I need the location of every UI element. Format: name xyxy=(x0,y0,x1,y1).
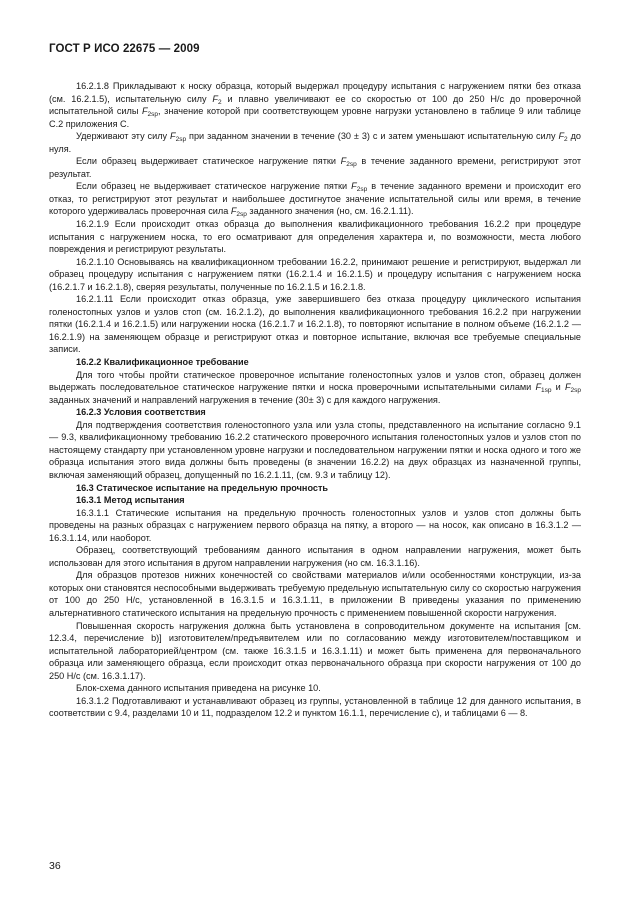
paragraph: 16.2.1.11 Если происходит отказ образца, уже завершившего без отказа процедуру циклического испытания голеностопных узлов и узлов стоп (см. 16.2.1.2), до выполнения квалификационного требования 16.2.2 при нагружении пятки (16.2.1.4 и 16.2.1.5) или нагружении носка (16.2.1.7 и 16.2.1.8), то повторяют испытание в полном объеме (16.2.1.2 — 16.2.1.9) на заменяющем образце и регистрируют отказ и повторное испытание, включая все требуемые специальные записи. xyxy=(49,294,581,355)
document-body xyxy=(49,80,581,720)
paragraph: 16.3.1.1 Статические испытания на предельную прочность голеностопных узлов и узлов стоп должны быть проведены на разных образцах с нагружением первого образца на пятку, а второго — на носок, как описано в 16.3.1.2 — 16.3.1.14, или наоборот. xyxy=(49,507,581,543)
paragraph: Если образец выдерживает статическое нагружение пятки $F_{2sp}$ в течение заданного времени, регистрируют этот результат. xyxy=(49,156,581,179)
paragraph: Если образец не выдерживает статическое нагружение пятки $F_{2sp}$ в течение заданного времени и происходит его отказ, то регистрируют этот результат и наибольшее достигнутое значение испытательной силы или время, в течение которого удерживалась проверочная сила $F_{2sp}$ заданного значения (но, см. 16.2.1.11). xyxy=(49,181,581,219)
paragraph: Для подтверждения соответствия голеностопного узла или узла стопы, представленного на испытание согласно 9.1 — 9.3, квалификационному требованию 16.2.2 статического проверочного испытания голеностопных узлов и узлов стоп по настоящему стандарту при установленном уровне нагрузки и последовательном нагружении пятки и носка одного и того же образца испытания этого вида должны быть проведены (в значении 16.2.2) на двух образцах из назначенной группы, включая заменяющий образец, допущенный по 16.2.1.11, (см. 9.3 и таблицу 12). xyxy=(49,419,581,480)
paragraph: 16.2.1.8 Прикладывают к носку образца, который выдержал процедуру испытания с нагружением пятки без отказа (см. 16.2.1.5), испытательную силу $F_2$ и плавно увеличивают ее со скоростью от 100 до 250 Н/с до проверочной испытательной силы $F_{2sp}$, значение которой при соответствующем уровне нагрузки установлено в таблице 9 или таблице С.2 приложения С. xyxy=(49,81,581,129)
paragraph: Блок-схема данного испытания приведена на рисунке 10. xyxy=(76,683,321,694)
section-heading: 16.2.2 Квалификационное требование xyxy=(76,357,249,368)
section-heading: 16.3 Статическое испытание на предельную прочность xyxy=(76,482,329,493)
section-heading: 16.2.3 Условия соответствия xyxy=(76,407,206,418)
paragraph: Для образцов протезов нижних конечностей со свойствами материалов и/или особенностями конструкции, из-за которых они становятся неспособными выдерживать требуемую предельную испытательную силу со скоростью нагружения от 100 до 250 Н/с, установленной в 16.3.1.5 и 16.3.1.11, в приложении В приведены указания по применению альтернативного статического испытания на предельную прочность с применением повышенной скорости нагружения. xyxy=(49,570,581,618)
page-number: 36 xyxy=(49,860,61,872)
paragraph: Образец, соответствующий требованиям данного испытания в одном направлении нагружения, может быть использован для этого испытания в другом направлении нагружения (но см. 16.3.1.16). xyxy=(49,545,581,568)
paragraph: Повышенная скорость нагружения должна быть установлена в сопроводительном документе на испытания [см. 12.3.4, перечисление b)] изготовителем/предъявителем или по согласованию между изготовителем/поставщиком и испытательной лабораторией/центром (см. также 16.3.1.5 и 16.3.1.11) и может быть применена для первоначального образца или заменяющего образца, если происходит отказ первоначального образца при скорости нагружения от 100 до 250 Н/с (см. 16.3.1.17). xyxy=(49,620,581,681)
document-header: ГОСТ Р ИСО 22675 — 2009 xyxy=(49,43,200,55)
paragraph: Для того чтобы пройти статическое проверочное испытание голеностопных узлов и узлов стоп, образец должен выдержать последовательное статическое нагружение пятки и носка проверочными испытательными силами $F_{1sp}$ и $F_{2sp}$ заданных значений и направлений нагружения в течение (30± 3) с для каждого нагружения. xyxy=(49,369,581,405)
paragraph: 16.3.1.2 Подготавливают и устанавливают образец из группы, установленной в таблице 12 для данного испытания, в соответствии с 9.4, разделами 10 и 11, подразделом 12.2 и пунктом 16.1.1, перечисление с), и таблицами 6 — 8. xyxy=(49,695,581,719)
paragraph: Удерживают эту силу $F_{2sp}$ при заданном значении в течение (30 ± 3) с и затем уменьшают испытательную силу $F_2$ до нуля. xyxy=(49,131,581,154)
section-heading: 16.3.1 Метод испытания xyxy=(76,495,185,506)
paragraph: 16.2.1.9 Если происходит отказ образца до выполнения квалификационного требования 16.2.2 при процедуре испытания с нагружением носка, то его осматривают для определения характера и, по возможности, места любого повреждения и регистрируют результаты. xyxy=(49,219,581,255)
paragraph: 16.2.1.10 Основываясь на квалификационном требовании 16.2.2, принимают решение и регистрируют, выдержал ли образец процедуру испытания с нагружением пятки (16.2.1.4 и 16.2.1.5) и процедуру испытания с нагружением носка (16.2.1.7 и 16.2.1.8), сверяя результаты, полученные по 16.2.1.5 и 16.2.1.8. xyxy=(49,256,581,292)
